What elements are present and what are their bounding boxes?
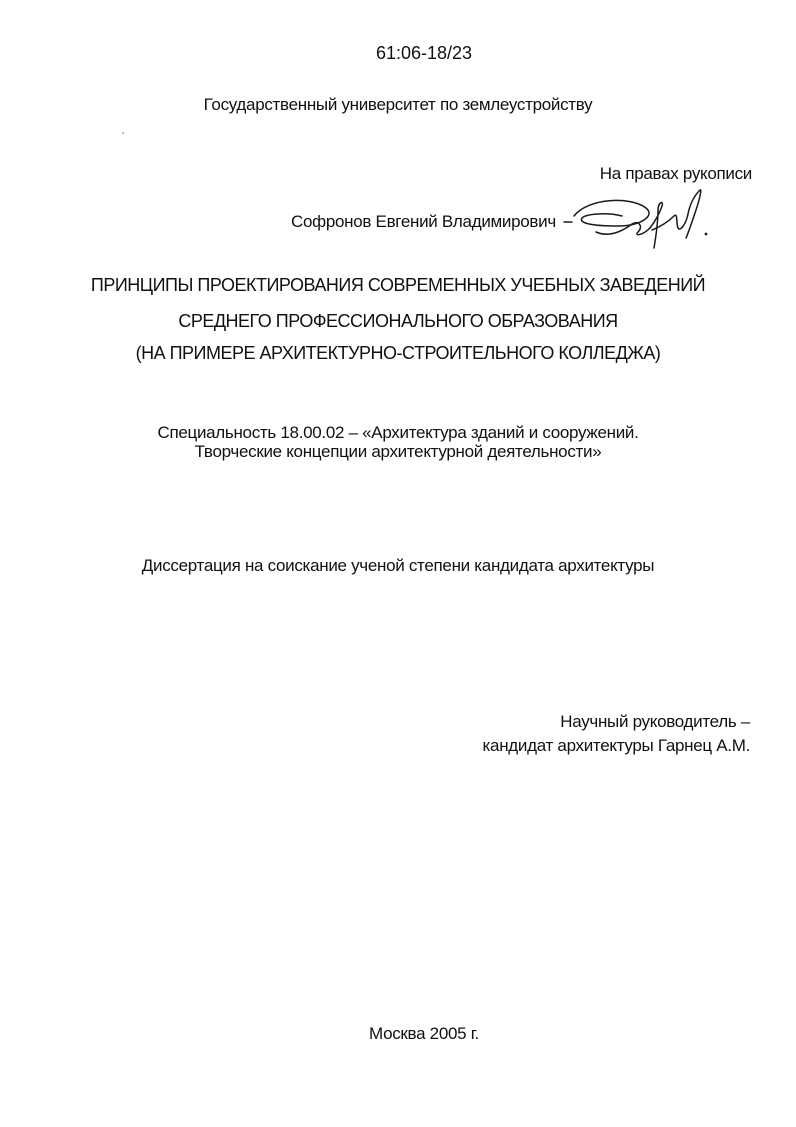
specialty-line: Творческие концепции архитектурной деятельности» xyxy=(194,442,602,461)
dissertation-title-line: СРЕДНЕГО ПРОФЕССИОНАЛЬНОГО ОБРАЗОВАНИЯ xyxy=(178,311,618,331)
university-name: Государственный университет по землеустройству xyxy=(203,95,593,114)
degree-statement: Диссертация на соискание ученой степени кандидата архитектуры xyxy=(141,556,655,575)
handwritten-signature xyxy=(560,180,720,260)
specialty-line: Специальность 18.00.02 – «Архитектура зданий и сооружений. xyxy=(157,423,639,442)
scan-speck xyxy=(122,132,124,134)
supervisor-name: кандидат архитектуры Гарнец А.М. xyxy=(482,736,750,755)
dissertation-title-line: ПРИНЦИПЫ ПРОЕКТИРОВАНИЯ СОВРЕМЕННЫХ УЧЕБНЫХ ЗАВЕДЕНИЙ xyxy=(90,275,706,295)
place-and-year: Москва 2005 г. xyxy=(369,1024,479,1043)
supervisor-label: Научный руководитель – xyxy=(560,712,750,731)
author-name: Софронов Евгений Владимирович xyxy=(291,212,556,231)
dissertation-title-line: (НА ПРИМЕРЕ АРХИТЕКТУРНО-СТРОИТЕЛЬНОГО КОЛЛЕДЖА) xyxy=(135,343,661,363)
manuscript-rights-label: На правах рукописи xyxy=(599,164,752,183)
document-code: 61:06-18/23 xyxy=(375,43,473,63)
